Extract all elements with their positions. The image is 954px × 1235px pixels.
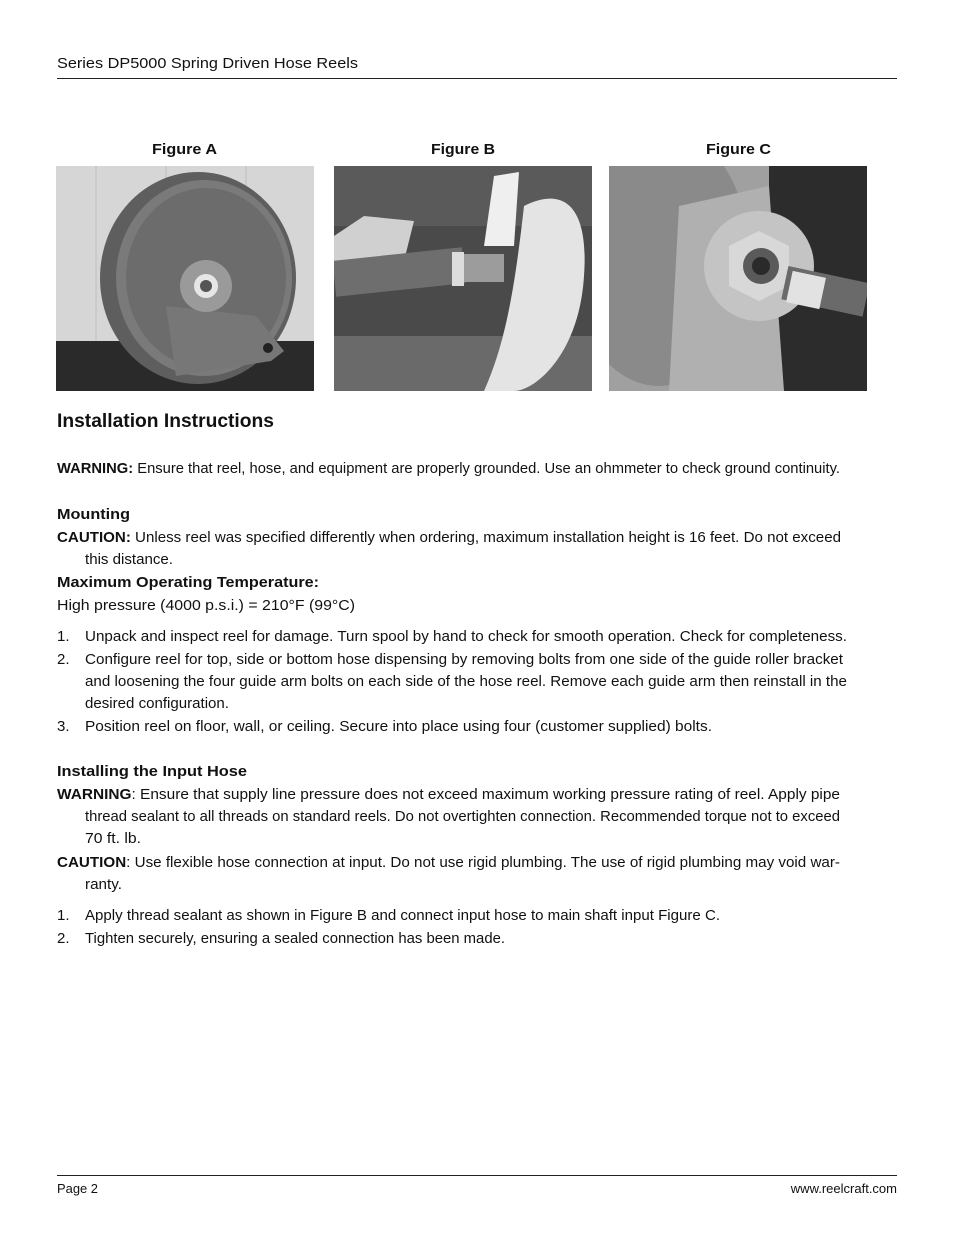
figure-c-photo <box>609 166 867 391</box>
grounding-warning: WARNING: Ensure that reel, hose, and equipment are properly grounded. Use an ohmmeter to check ground continuity. <box>57 460 840 477</box>
input-hose-step-number: 1. <box>57 907 70 924</box>
figure-a-photo <box>56 166 314 391</box>
mounting-step-text: and loosening the four guide arm bolts on each side of the hose reel. Remove each guide arm then reinstall in the <box>85 673 847 690</box>
input-hose-caution-cont: ranty. <box>85 876 122 893</box>
mounting-step-text: Unpack and inspect reel for damage. Turn spool by hand to check for smooth operation. Check for completeness. <box>85 628 847 645</box>
mounting-step-text: Position reel on floor, wall, or ceiling. Secure into place using four (customer supplied) bolts. <box>85 718 712 735</box>
input-hose-heading: Installing the Input Hose <box>57 763 247 780</box>
max-temp-heading: Maximum Operating Temperature: <box>57 574 319 591</box>
figure-b-label: Figure B <box>431 141 495 158</box>
figure-b-photo <box>334 166 592 391</box>
input-hose-warning-cont: 70 ft. lb. <box>85 830 141 847</box>
mounting-step-number: 1. <box>57 628 70 645</box>
input-hose-step-number: 2. <box>57 930 70 947</box>
mounting-step-number: 3. <box>57 718 70 735</box>
page-number: Page 2 <box>57 1181 98 1196</box>
page-header-title: Series DP5000 Spring Driven Hose Reels <box>57 55 358 72</box>
header-divider <box>57 78 897 79</box>
max-temp-value: High pressure (4000 p.s.i.) = 210°F (99°C) <box>57 597 355 614</box>
mounting-step-number: 2. <box>57 651 70 668</box>
input-hose-step-text: Tighten securely, ensuring a sealed connection has been made. <box>85 930 505 947</box>
input-hose-caution: CAUTION: Use flexible hose connection at input. Do not use rigid plumbing. The use of rigid plumbing may void war- <box>57 854 840 871</box>
input-hose-warning: WARNING: Ensure that supply line pressure does not exceed maximum working pressure rating of reel. Apply pipe <box>57 786 841 803</box>
section-title: Installation Instructions <box>57 411 274 432</box>
mounting-step-text: Configure reel for top, side or bottom hose dispensing by removing bolts from one side of the guide roller bracket <box>85 651 843 668</box>
mounting-heading: Mounting <box>57 506 130 523</box>
input-hose-step-text: Apply thread sealant as shown in Figure B and connect input hose to main shaft input Figure C. <box>85 907 720 924</box>
footer-divider <box>57 1175 897 1176</box>
mounting-caution-cont: this distance. <box>85 551 173 568</box>
figure-a-label: Figure A <box>152 141 217 158</box>
mounting-step-text: desired configuration. <box>85 695 230 712</box>
figure-c-label: Figure C <box>706 141 771 158</box>
mounting-caution: CAUTION: Unless reel was specified differently when ordering, maximum installation height is 16 feet. Do not exceed <box>57 529 841 546</box>
input-hose-warning-cont: thread sealant to all threads on standard reels. Do not overtighten connection. Recommended torque not to exceed <box>85 808 840 825</box>
website-link[interactable]: www.reelcraft.com <box>790 1181 897 1196</box>
